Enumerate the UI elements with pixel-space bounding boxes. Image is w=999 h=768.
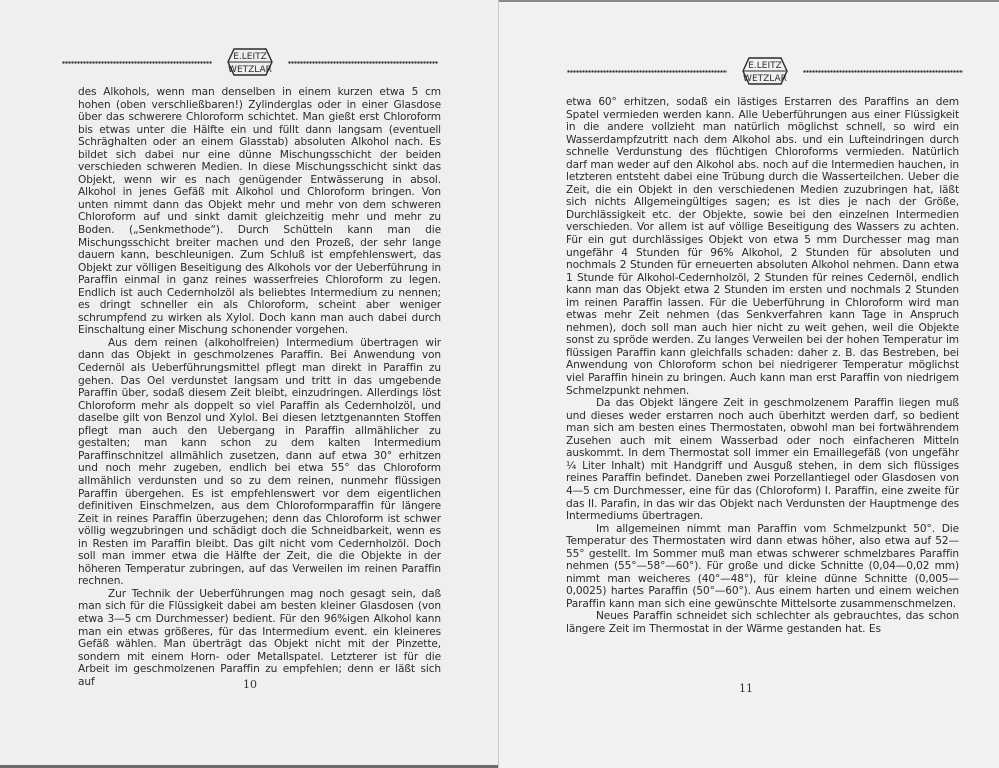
body-text — [566, 96, 959, 636]
paragraph: Zur Technik der Ueberführungen mag noch gesagt sein, daß man sich für die Flüssigkeit dabei am besten kleiner Glasdosen (von etwa 3—5 cm Durchmesser) bedient. Für den 96%igen Alkohol kann man ein etwas größeres, für das Intermedium event. ein kleineres Gefäß wählen. Man überträgt das Objekt nicht mit der Pinzette, sondern mit einem Horn- oder Metallspatel. Letzterer ist für die Arbeit im geschmolzenen Paraffin zu empfehlen; denn er läßt sich auf — [78, 587, 441, 688]
page-number: 10 — [243, 678, 257, 691]
leitz-logo-icon — [733, 55, 797, 87]
left-page — [0, 0, 499, 768]
dotted-rule — [288, 61, 438, 64]
dotted-rule — [567, 70, 727, 73]
logo-line1: E.LEITZ — [748, 61, 782, 71]
body-text — [78, 86, 441, 688]
paragraph: etwa 60° erhitzen, sodaß ein lästiges Erstarren des Paraffins an dem Spatel vermieden werden kann. Alle Ueberführungen aus einer Flüssigkeit in die andere vollzieht man natürlich möglichst schnell, so wird ein Wasserdampfzutritt nach dem Alkohol abs. und ein Lufteindringen durch schnelle Verdunstung des flüchtigen Chloroforms vermieden. Natürlich darf man weder auf den Alkohol abs. noch auf die Intermedien hauchen, in letzteren entsteht dabei eine Trübung durch die Wasserteilchen. Ueber die Zeit, die ein Objekt in den verschiedenen Medien zuzubringen hat, läßt sich nichts Allgemeingültiges sagen; es ist dies je nach der Größe, Durchlässigkeit etc. der Objekte, sowie bei den einzelnen Intermedien verschieden. Vor allem ist auf völlige Beseitigung des Wassers zu achten. Für ein gut durchlässiges Objekt von etwa 5 mm Durchesser mag man ungefähr 4 Stunden für 96% Alkohol, 2 Stunden für absoluten und nochmals 2 Stunden für erneuerten absoluten Alkohol nehmen. Dann etwa 1 Stunde für Alkohol-Cedernholzöl, 2 Stunden für reines Cedernöl, endlich kann man das Objekt etwa 2 Stunden im ersten und nochmals 2 Stunden im reinen Paraffin lassen. Für die Ueberführung in Chloroform wird man etwas mehr Zeit nehmen (das Senkverfahren kann Tage in Anspruch nehmen), doch soll man auch hier nicht zu weit gehen, weil die Objekte sonst zu spröde werden. Zu langes Verweilen bei der hohen Temperatur im flüssigen Paraffin kann gleichfalls schaden: daher z. B. das Bestreben, bei Anwendung von Chloroform schon bei niedrigerer Temperatur möglichst viel Paraffin hinein zu bringen. Auch kann man erst Paraffin von niedrigem Schmelzpunkt nehmen. — [566, 96, 959, 397]
logo-line2: WETZLAR — [228, 65, 272, 75]
paragraph: Da das Objekt längere Zeit in geschmolzenem Paraffin liegen muß und dieses weder erstarren noch auch überhitzt werden darf, so bedient man sich am besten eines Thermostaten, obwohl man bei fortwährendem Zusehen auch mit einem Wasserbad oder noch einfacheren Mitteln auskommt. In dem Thermostat soll immer ein Emaillegefäß (von ungefähr ¼ Liter Inhalt) mit Handgriff und Ausguß stehen, in dem sich flüssiges reines Paraffin befindet. Daneben zwei Porzellantiegel oder Glasdosen von 4—5 cm Durchmesser, eine für das (Chloroform) I. Paraffin, eine zweite für das II. Parafin, in das wir das Objekt nach Verdunsten der Hauptmenge des Intermediums übertragen. — [566, 397, 959, 523]
page-header — [567, 55, 963, 87]
dotted-rule — [62, 61, 212, 64]
leitz-wetzlar-logo — [218, 46, 282, 78]
page-header — [62, 46, 438, 78]
paragraph: Aus dem reinen (alkoholfreien) Intermedium übertragen wir dann das Objekt in geschmolzenes Paraffin. Bei Anwendung von Cedernöl als Ueberführungsmittel pflegt man direkt in Paraffin zu gehen. Das Oel verdunstet langsam und tritt in das umgebende Paraffin über, sodaß diesem Zeit bleibt, einzudringen. Allerdings löst Chloroform mehr als doppelt so viel Paraffin als Cedernholzöl, und daselbe gilt von Benzol und Xylol. Bei diesen letztgenannten Stoffen pflegt man auch den Uebergang in Paraffin allmählicher zu gestalten; man kann schon zu dem kalten Intermedium Paraffinschnitzel allmählich zusetzen, dann auf etwa 30° erhitzen und noch mehr zugeben, endlich bei etwa 55° das Chloroform allmählich verdunsten und so zu dem reinen, nunmehr flüssigen Paraffin übergehen. Es ist empfehlenswert vor dem eigentlichen definitiven Einschmelzen, aus dem Chloroformparaffin für längere Zeit in reines Paraffin überzugehen; denn das Chloroform ist schwer völlig wegzubringen und schädigt doch die Schneidbarkeit, wenn es in Resten im Paraffin bleibt. Das gilt nicht vom Cedernholzöl. Doch soll man immer etwa die Hälfte der Zeit, die die Objekte in der höheren Temperatur zubringen, auf das Verweilen im reinen Paraffin rechnen. — [78, 336, 441, 588]
dotted-rule — [803, 70, 963, 73]
paragraph: des Alkohols, wenn man denselben in einem kurzen etwa 5 cm hohen (oben verschließbaren!) Zylinderglas oder in einer Glasdose über das schwerere Chloroform schichtet. Man gießt erst Chloroform bis etwas unter die Hälfte ein und füllt dann langsam (eventuell Schräghalten oder an einem Glasstab) absoluten Alkohol nach. Es bildet sich dabei nur eine dünne Mischungsschicht der beiden verschieden schweren Medien. In diese Mischungsschicht sinkt das Objekt, wenn wir es nach genügender Entwässerung in absol. Alkohol in jenes Gefäß mit Alkohol und Chloroform bringen. Von unten nimmt dann das Objekt mehr und mehr von dem schweren Chloroform auf und sinkt damit gleichzeitig mehr und mehr zu Boden. („Senkmethode“). Durch Schütteln kann man die Mischungsschicht breiter machen und den Prozeß, der sehr lange dauern kann, beschleunigen. Zum Schluß ist empfehlenswert, das Objekt zur völligen Beseitigung des Alkohols vor der Ueberführung in Paraffin einmal in ganz reines wasserfreies Chloroform zu legen. Endlich ist auch Cedernholzöl als beliebtes Intermedium zu nennen; es dringt schneller ein als Chloroform, scheint aber weniger schrumpfend zu wirken als Xylol. Doch kann man auch dabei durch Einschaltung einer Mischung schonender vorgehen. — [78, 86, 441, 337]
leitz-logo-icon — [218, 46, 282, 78]
page-number: 11 — [739, 682, 753, 695]
paragraph: Im allgemeinen nimmt man Paraffin vom Schmelzpunkt 50°. Die Temperatur des Thermostaten wird dann etwas höher, also etwa auf 52—55° gestellt. Im Sommer muß man etwas schwerer schmelzbares Paraffin nehmen (55°—58°—60°). Für große und dicke Schnitte (0,04—0,02 mm) nimmt man weicheres (40°—48°), für kleine dünne Schnitte (0,005—0,0025) hartes Paraffin (50°—60°). Aus einem harten und einem weichen Paraffin kann man sich eine gewünschte Mittelsorte zusammenschmelzen. — [566, 522, 959, 610]
paragraph: Neues Paraffin schneidet sich schlechter als gebrauchtes, das schon längere Zeit im Thermostat in der Wärme gestanden hat. Es — [566, 610, 959, 635]
logo-line2: WETZLAR — [743, 74, 787, 84]
right-page — [499, 0, 999, 768]
leitz-wetzlar-logo — [733, 55, 797, 87]
logo-line1: E.LEITZ — [233, 52, 267, 62]
